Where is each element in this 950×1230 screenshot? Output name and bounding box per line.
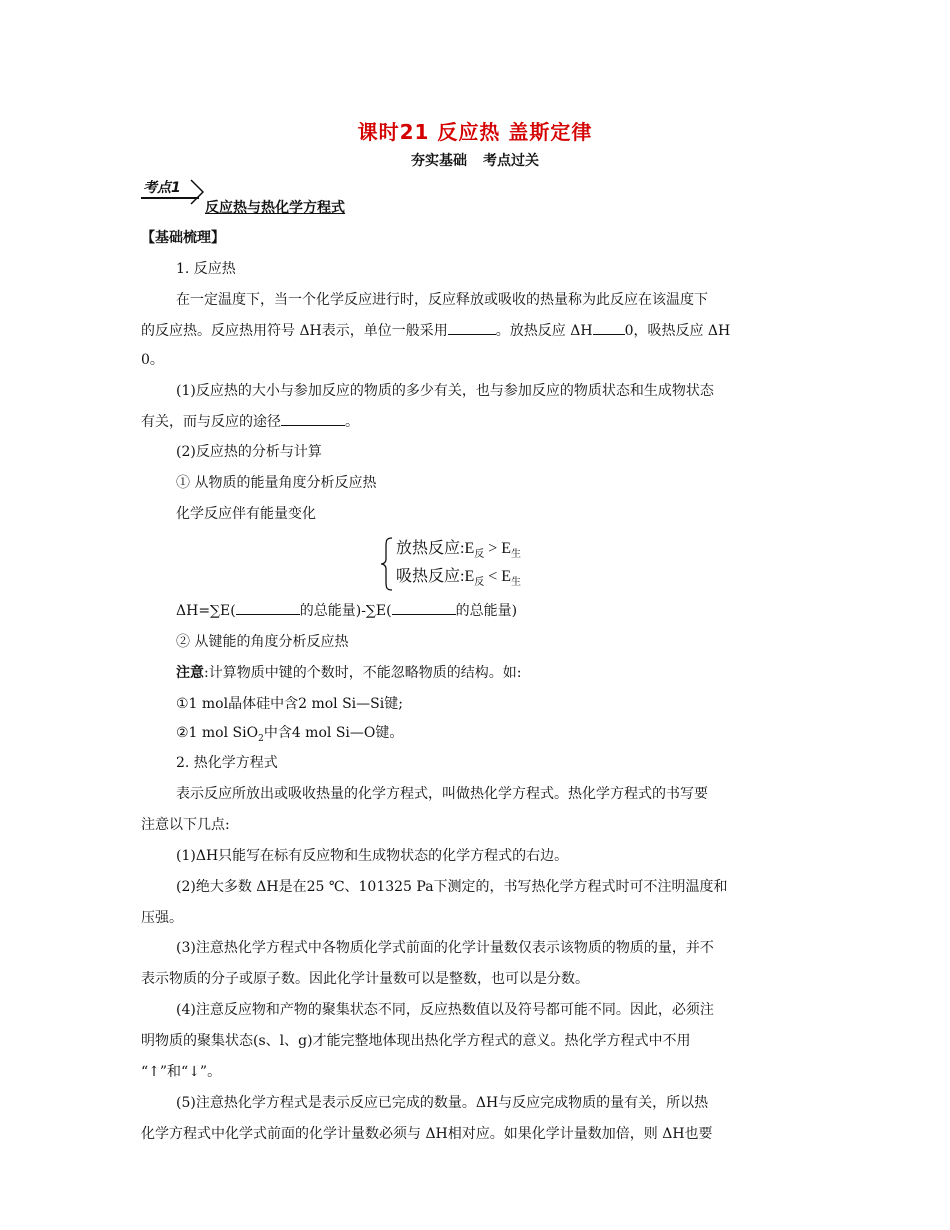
paragraph: ① 从物质的能量角度分析反应热: [176, 475, 377, 491]
fill-blank: [448, 322, 496, 335]
paragraph: 有关，而与反应的途径 。: [141, 414, 359, 430]
rule-item: (3)注意热化学方程式中各物质化学式前面的化学计量数仅表示该物质的物质的量，并不: [176, 940, 714, 956]
fill-blank: [593, 322, 625, 335]
kaodian-badge: [141, 177, 207, 211]
note-item: ①1 mol晶体硅中含2 mol Si—Si键;: [176, 696, 403, 712]
paragraph: 注意以下几点:: [141, 817, 230, 833]
rule-item: 明物质的聚集状态(s、l、g)才能完整地体现出热化学方程式的意义。热化学方程式中不用: [141, 1033, 691, 1049]
note-label: 注意: [176, 665, 204, 681]
section-heading: 反应热与热化学方程式: [205, 200, 345, 216]
heading-reaction-heat: 1. 反应热: [176, 261, 236, 277]
page-title: 课时21 反应热 盖斯定律: [357, 120, 593, 144]
paragraph: 表示反应所放出或吸收热量的化学方程式，叫做热化学方程式。热化学方程式的书写要: [176, 786, 708, 802]
paragraph: 0。: [141, 352, 164, 368]
exothermic-equation: 放热反应$:E_反 > E_生$: [396, 540, 522, 561]
energy-equation-system: [380, 535, 580, 591]
curly-brace-icon: [380, 537, 394, 591]
paragraph: ② 从键能的角度分析反应热: [176, 634, 349, 650]
heading-thermochemical-equation: 2. 热化学方程式: [176, 755, 278, 771]
rule-item: 化学方程式中化学式前面的化学计量数必须与 ΔH相对应。如果化学计量数加倍，则 ΔH也要: [141, 1126, 713, 1142]
paragraph: 化学反应伴有能量变化: [176, 506, 316, 522]
paragraph: 在一定温度下，当一个化学反应进行时，反应释放或吸收的热量称为此反应在该温度下: [176, 292, 708, 308]
paragraph: 的反应热。反应热用符号 ΔH表示，单位一般采用 。放热反应 ΔH 0，吸热反应 ΔH: [141, 323, 731, 339]
formula-line: ΔH=∑E( 的总能量)-∑E( 的总能量): [176, 603, 518, 619]
subtitle-right: 考点过关: [483, 153, 539, 169]
subtitle-left: 夯实基础: [411, 153, 467, 169]
rule-item: “↑”和“↓”。: [141, 1064, 222, 1080]
paragraph: (2)反应热的分析与计算: [176, 444, 322, 460]
note-line: 注意:计算物质中键的个数时，不能忽略物质的结构。如:: [176, 665, 522, 681]
fill-blank: [281, 413, 345, 426]
rule-item: (4)注意反应物和产物的聚集状态不同，反应热数值以及符号都可能不同。因此，必须注: [176, 1002, 714, 1018]
note-item: ②1 mol SiO$_2$中含4 mol Si—O键。: [176, 725, 404, 744]
badge-label: 考点1: [143, 180, 181, 196]
rule-item: (1)ΔH只能写在标有反应物和生成物状态的化学方程式的右边。: [176, 848, 569, 864]
fill-blank: [236, 602, 300, 615]
rule-item: 表示物质的分子或原子数。因此化学计量数可以是整数，也可以是分数。: [141, 971, 589, 987]
basics-label: 【基础梳理】: [141, 230, 225, 246]
fill-blank: [392, 602, 456, 615]
rule-item: (5)注意热化学方程式是表示反应已完成的数量。ΔH与反应完成物质的量有关，所以热: [176, 1095, 709, 1111]
rule-item: (2)绝大多数 ΔH是在25 ℃、101325 Pa下测定的，书写热化学方程式时可不注明温度和: [176, 879, 728, 895]
page-subtitle: [0, 150, 950, 170]
endothermic-equation: 吸热反应$:E_反 < E_生$: [396, 568, 522, 589]
rule-item: 压强。: [141, 910, 183, 926]
paragraph: (1)反应热的大小与参加反应的物质的多少有关，也与参加反应的物质状态和生成物状态: [176, 383, 714, 399]
